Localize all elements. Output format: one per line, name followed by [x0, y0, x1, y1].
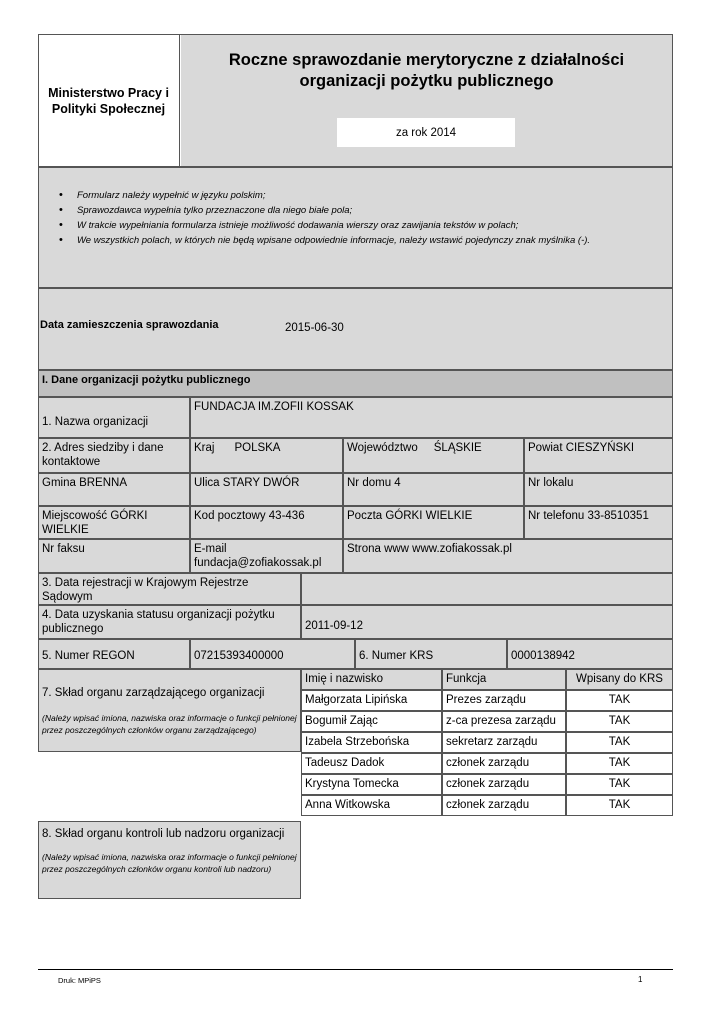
board-member-function[interactable]: sekretarz zarządu — [442, 732, 566, 753]
ministry-box — [38, 34, 180, 167]
status-date-field[interactable]: 2011-09-12 — [301, 605, 673, 639]
instruction-item: • Sprawozdawca wypełnia tylko przeznaczone dla niego białe pola; — [77, 203, 672, 218]
phone-field[interactable]: Nr telefonu 33-8510351 — [524, 506, 673, 539]
board-member-krs[interactable]: TAK — [566, 753, 673, 774]
post-office-field[interactable]: Poczta GÓRKI WIELKIE — [343, 506, 524, 539]
footer-print-label: Druk: MPiPS — [58, 976, 101, 985]
board-member-name[interactable]: Tadeusz Dadok — [301, 753, 442, 774]
footer-rule — [38, 969, 673, 970]
board-member-function[interactable]: członek zarządu — [442, 795, 566, 816]
email-field[interactable]: E-mail fundacja@zofiakossak.pl — [190, 539, 343, 573]
krs-registration-label: 3. Data rejestracji w Krajowym Rejestrze Sądowym — [38, 573, 301, 605]
krs-label: 6. Numer KRS — [355, 639, 507, 669]
board-member-function[interactable]: z-ca prezesa zarządu — [442, 711, 566, 732]
board-member-name[interactable]: Bogumił Zając — [301, 711, 442, 732]
year-label: za rok 2014 — [395, 126, 457, 139]
board-member-krs[interactable]: TAK — [566, 795, 673, 816]
board-member-krs[interactable]: TAK — [566, 711, 673, 732]
krs-registration-field[interactable] — [301, 573, 673, 605]
page-number: 1 — [638, 975, 643, 984]
control-label-box — [38, 821, 301, 899]
board-member-function[interactable]: członek zarządu — [442, 774, 566, 795]
publication-date: 2015-06-30 — [285, 322, 344, 334]
voivodeship-field[interactable]: Województwo ŚLĄSKIE — [343, 438, 524, 473]
fax-field[interactable]: Nr faksu — [38, 539, 190, 573]
city-field[interactable]: Miejscowość GÓRKI WIELKIE — [38, 506, 190, 539]
status-date-label: 4. Data uzyskania statusu organizacji pożytku publicznego — [38, 605, 301, 639]
instruction-item: • We wszystkich polach, w których nie będą wpisane odpowiednie informacje, należy wstawić pojedynczy znak myślnika (-). — [77, 233, 672, 248]
county-field[interactable]: Powiat CIESZYŃSKI — [524, 438, 673, 473]
year-field[interactable] — [337, 118, 515, 147]
board-label: 7. Skład organu zarządzającego organizacji — [42, 687, 265, 699]
board-member-name[interactable]: Anna Witkowska — [301, 795, 442, 816]
instructions-list — [39, 188, 672, 248]
street-field[interactable]: Ulica STARY DWÓR — [190, 473, 343, 506]
org-name-field[interactable]: FUNDACJA IM.ZOFII KOSSAK — [190, 397, 673, 438]
board-header-name: Imię i nazwisko — [301, 669, 442, 690]
title-box — [181, 35, 672, 107]
board-header-function: Funkcja — [442, 669, 566, 690]
board-member-function[interactable]: Prezes zarządu — [442, 690, 566, 711]
country-field[interactable]: Kraj POLSKA — [190, 438, 343, 473]
section1-title: I. Dane organizacji pożytku publicznego — [38, 370, 673, 397]
board-note: (Należy wpisać imiona, nazwiska oraz informacje o funkcji pełnionej przez poszczególnych członków organu zarządzającego) — [42, 713, 297, 735]
commune-field[interactable]: Gmina BRENNA — [38, 473, 190, 506]
board-member-name[interactable]: Małgorzata Lipińska — [301, 690, 442, 711]
instruction-item: • Formularz należy wypełnić w języku polskim; — [77, 188, 672, 203]
board-member-krs[interactable]: TAK — [566, 774, 673, 795]
board-header-krs: Wpisany do KRS — [566, 669, 673, 690]
board-member-name[interactable]: Krystyna Tomecka — [301, 774, 442, 795]
control-note: (Należy wpisać imiona, nazwiska oraz informacje o funkcji pełnionej przez poszczególnych członków organu kontroli lub nadzoru) — [42, 852, 297, 874]
regon-field[interactable]: 07215393400000 — [190, 639, 355, 669]
publication-label: Data zamieszczenia sprawozdania — [40, 319, 219, 331]
instruction-item: • W trakcie wypełniania formularza istnieje możliwość dodawania wierszy oraz zawijania tekstów w polach; — [77, 218, 672, 233]
instructions-box — [38, 167, 673, 288]
board-member-name[interactable]: Izabela Strzebońska — [301, 732, 442, 753]
board-member-krs[interactable]: TAK — [566, 690, 673, 711]
regon-label: 5. Numer REGON — [38, 639, 190, 669]
krs-field[interactable]: 0000138942 — [507, 639, 673, 669]
board-member-function[interactable]: członek zarządu — [442, 753, 566, 774]
org-name-label: 1. Nazwa organizacji — [38, 397, 190, 438]
board-label-box — [38, 669, 301, 752]
report-title: Roczne sprawozdanie merytoryczne z działalności organizacji pożytku publicznego — [228, 51, 625, 90]
apartment-number-field[interactable]: Nr lokalu — [524, 473, 673, 506]
ministry-name: Ministerstwo Pracy i Polityki Społecznej — [48, 85, 169, 116]
address-label: 2. Adres siedziby i dane kontaktowe — [38, 438, 190, 473]
postal-code-field[interactable]: Kod pocztowy 43-436 — [190, 506, 343, 539]
house-number-field[interactable]: Nr domu 4 — [343, 473, 524, 506]
website-field[interactable]: Strona www www.zofiakossak.pl — [343, 539, 673, 573]
control-label: 8. Skład organu kontroli lub nadzoru organizacji — [42, 828, 285, 840]
board-member-krs[interactable]: TAK — [566, 732, 673, 753]
